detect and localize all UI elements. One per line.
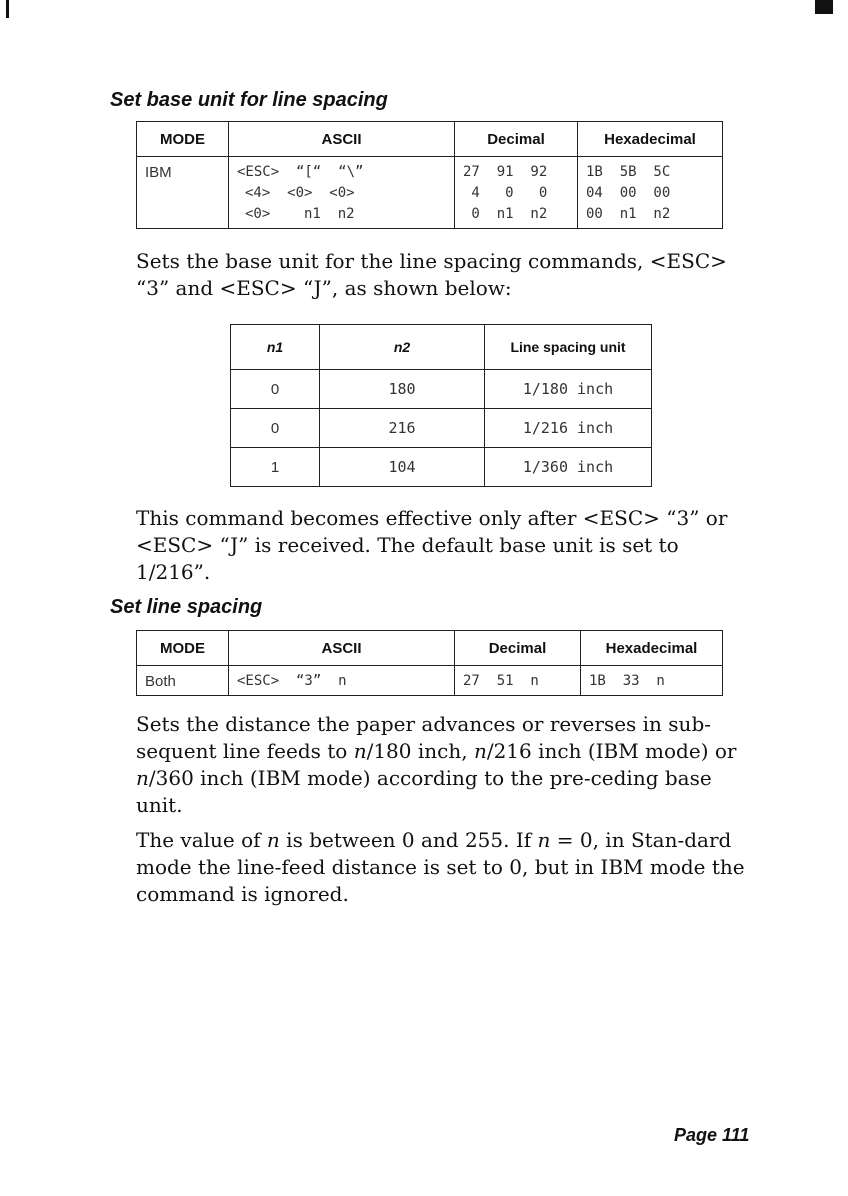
table-header-row <box>137 122 723 157</box>
paragraph-base-unit: Sets the base unit for the line spacing commands, <ESC> “3” and <ESC> “J”, as shown below: <box>136 249 727 300</box>
header-mode: MODE <box>137 631 229 666</box>
table-row <box>231 370 652 409</box>
variable-n: n <box>136 766 149 790</box>
unit-cell: 1/216 inch <box>485 409 652 448</box>
decimal-cell <box>455 157 578 229</box>
variable-n: n <box>537 828 551 852</box>
units-header-row <box>231 325 652 370</box>
n2-cell: 180 <box>320 370 485 409</box>
paragraph-value-of-n <box>136 827 746 908</box>
ascii-cell <box>229 666 455 696</box>
table-header-row <box>137 631 723 666</box>
header-n2: n2 <box>320 325 485 370</box>
ascii-line: <ESC> “[“ “\” <box>237 164 364 180</box>
paragraph-line-feed-distance <box>136 711 746 819</box>
mode-cell: IBM <box>137 157 229 229</box>
hex-line: 00 n1 n2 <box>586 206 671 222</box>
text-run: Sets the distance the paper advances or reverses in sub- <box>136 712 711 736</box>
section-heading-base-unit: Set base unit for line spacing <box>110 89 388 111</box>
section-heading-line-spacing: Set line spacing <box>110 596 263 618</box>
variable-n: n <box>266 828 280 852</box>
decimal-line: 0 n1 n2 <box>463 206 548 222</box>
ascii-line: <0> n1 n2 <box>245 206 355 222</box>
header-decimal: Decimal <box>455 631 581 666</box>
header-ascii: ASCII <box>229 631 455 666</box>
mode-cell: Both <box>137 666 229 696</box>
n1-cell: 1 <box>231 448 320 487</box>
text-run: = 0, in Stan-dard mode the line-feed distance is set to 0, but in IBM mode the command is ignored. <box>136 828 745 906</box>
decimal-line: 27 51 n <box>463 673 539 689</box>
unit-cell: 1/180 inch <box>485 370 652 409</box>
text-run: /216 inch (IBM mode) or <box>486 739 737 763</box>
margin-mark-left <box>6 0 9 18</box>
hex-cell <box>578 157 723 229</box>
n1-cell: 0 <box>231 409 320 448</box>
ascii-line: <4> <0> <0> <box>245 185 355 201</box>
command-table-base-unit <box>136 121 723 229</box>
n2-cell: 104 <box>320 448 485 487</box>
variable-n: n <box>473 739 487 763</box>
decimal-line: 27 91 92 <box>463 164 548 180</box>
table-row <box>137 157 723 229</box>
margin-mark-right <box>815 0 833 14</box>
table-row <box>231 409 652 448</box>
command-table-line-spacing <box>136 630 723 696</box>
header-n1: n1 <box>231 325 320 370</box>
text-run: is between 0 and 255. If <box>279 828 538 852</box>
paragraph-effective: This command becomes effective only after <ESC> “3” or <ESC> “J” is received. The default base unit is set to 1/216”. <box>136 506 728 584</box>
hex-line: 04 00 00 <box>586 185 671 201</box>
hex-line: 1B 5B 5C <box>586 164 671 180</box>
header-ascii: ASCII <box>229 122 455 157</box>
header-decimal: Decimal <box>455 122 578 157</box>
decimal-cell <box>455 666 581 696</box>
decimal-line: 4 0 0 <box>463 185 548 201</box>
variable-n: n <box>353 739 367 763</box>
ascii-line: <ESC> “3” n <box>237 673 347 689</box>
header-hexadecimal: Hexadecimal <box>581 631 723 666</box>
n1-cell: 0 <box>231 370 320 409</box>
header-mode: MODE <box>137 122 229 157</box>
table-row <box>231 448 652 487</box>
text-run: The value of <box>136 828 267 852</box>
ascii-cell <box>229 157 455 229</box>
text-run: /360 inch (IBM mode) according to the pre-ceding base unit. <box>136 766 712 817</box>
line-spacing-unit-table <box>230 324 652 487</box>
n2-cell: 216 <box>320 409 485 448</box>
text-run: sequent line feeds to <box>136 739 354 763</box>
header-line-spacing-unit: Line spacing unit <box>485 325 652 370</box>
hex-line: 1B 33 n <box>589 673 665 689</box>
header-hexadecimal: Hexadecimal <box>578 122 723 157</box>
table-row <box>137 666 723 696</box>
unit-cell: 1/360 inch <box>485 448 652 487</box>
hex-cell <box>581 666 723 696</box>
text-run: /180 inch, <box>366 739 474 763</box>
page-number: Page 111 <box>674 1125 750 1145</box>
